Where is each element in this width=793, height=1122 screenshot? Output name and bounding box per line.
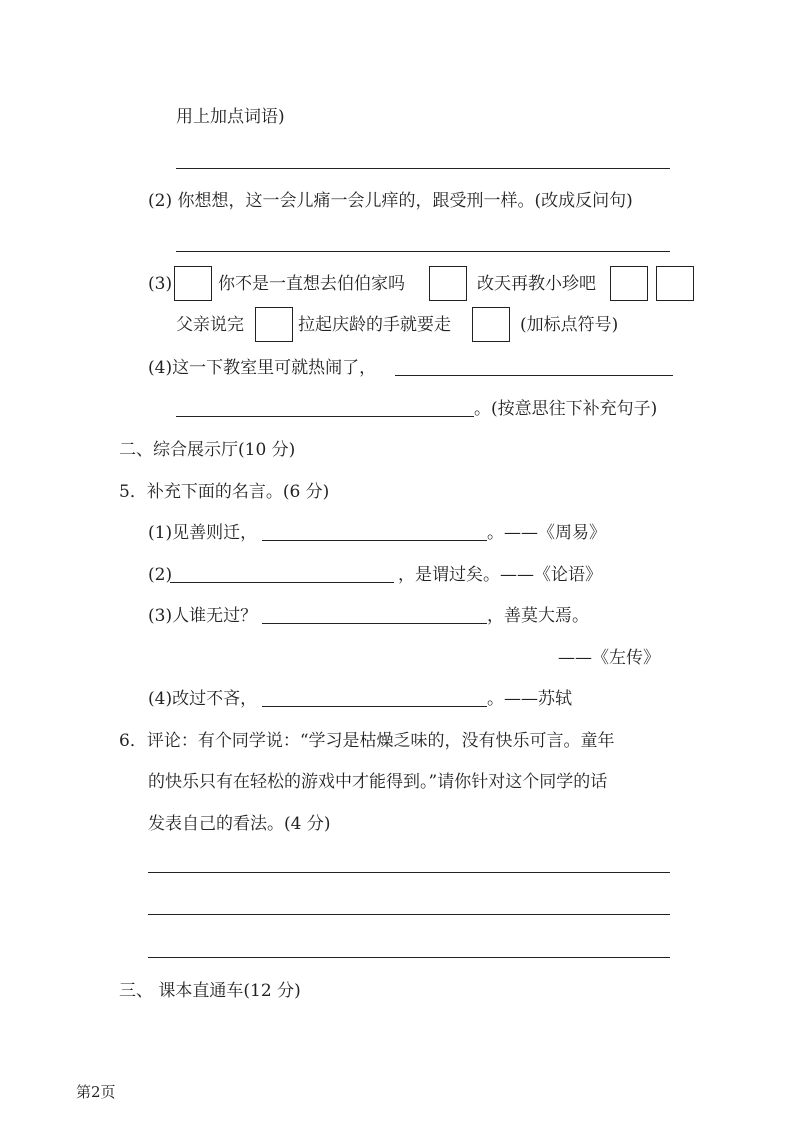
q5-4-source: 。——苏轼 — [487, 689, 572, 709]
punctuation-box[interactable] — [472, 307, 510, 342]
page-number: 第2页 — [76, 1083, 116, 1101]
q5-2-lead: (2) — [148, 565, 173, 585]
q6-line3: 发表自己的看法。(4 分) — [148, 814, 331, 834]
q4-4-end: 。(按意思往下补充句子) — [474, 399, 658, 419]
q6-line1: 6．评论：有个同学说：“学习是枯燥乏味的，没有快乐可言。童年 — [119, 731, 615, 751]
q5-3-mid: ，善莫大焉。 — [487, 606, 589, 626]
q4-2-text: (2) 你想想，这一会儿痛一会儿痒的，跟受刑一样。(改成反问句) — [148, 191, 633, 211]
q6-line2: 的快乐只有在轻松的游戏中才能得到。”请你针对这个同学的话 — [148, 772, 608, 792]
section-2-title: 二、综合展示厅(10 分) — [119, 440, 296, 460]
q4-3-seg4: 拉起庆龄的手就要走 — [298, 315, 451, 335]
answer-line[interactable] — [176, 168, 670, 169]
answer-line[interactable] — [176, 416, 474, 417]
answer-line[interactable] — [148, 957, 670, 958]
answer-line[interactable] — [170, 582, 394, 583]
q5-stem: 5．补充下面的名言。(6 分) — [119, 482, 330, 502]
q4-3-label: (3) — [148, 274, 173, 294]
q4-4-lead: (4)这一下教室里可就热闹了， — [148, 358, 377, 378]
answer-line[interactable] — [262, 540, 487, 541]
q5-3-lead: (3)人谁无过？ — [148, 606, 258, 626]
punctuation-box[interactable] — [255, 307, 293, 342]
section-3-title: 三、 课本直通车(12 分) — [119, 981, 301, 1001]
q4-3-seg1: 你不是一直想去伯伯家吗 — [218, 274, 405, 294]
q5-1-lead: (1)见善则迁， — [148, 523, 258, 543]
q5-1-source: 。——《周易》 — [487, 523, 606, 543]
answer-line[interactable] — [176, 251, 670, 252]
q4-3-seg2: 改天再教小珍吧 — [477, 274, 596, 294]
answer-line[interactable] — [148, 914, 670, 915]
answer-line[interactable] — [148, 872, 670, 873]
q5-3-source: ——《左传》 — [558, 648, 660, 668]
answer-line[interactable] — [262, 623, 487, 624]
q5-4-lead: (4)改过不吝， — [148, 689, 258, 709]
q5-2-source: ，是谓过矣。——《论语》 — [398, 565, 602, 585]
q4-3-seg3: 父亲说完 — [176, 315, 244, 335]
answer-line[interactable] — [395, 375, 673, 376]
punctuation-box[interactable] — [174, 266, 212, 301]
punctuation-box[interactable] — [610, 266, 648, 301]
punctuation-box[interactable] — [429, 266, 467, 301]
q4-1-tail: 用上加点词语) — [176, 107, 285, 127]
q4-3-seg5: (加标点符号) — [520, 315, 619, 335]
punctuation-box[interactable] — [656, 266, 694, 301]
answer-line[interactable] — [262, 706, 487, 707]
